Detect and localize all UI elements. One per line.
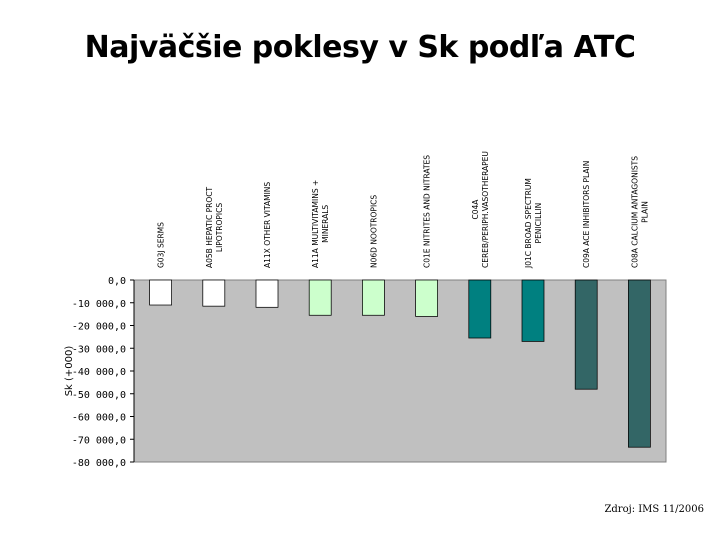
category-label — [205, 187, 224, 268]
category-label-line: G03J SERMS — [156, 222, 166, 268]
bar — [309, 280, 331, 315]
bar — [150, 280, 172, 305]
category-label-line: J01C BROAD SPECTRUM — [524, 178, 533, 268]
slide-title: Najväčšie poklesy v Sk podľa ATC — [84, 30, 636, 65]
bar — [256, 280, 278, 307]
category-label-line: MINERALS — [321, 204, 331, 243]
y-tick-label: -30 000,0 — [71, 344, 126, 356]
bar — [362, 280, 384, 315]
category-label — [369, 195, 378, 268]
source-note: Zdroj: IMS 11/2006 — [604, 504, 704, 515]
bar — [416, 280, 438, 316]
category-label-line: LIPOTROPICS — [214, 202, 224, 253]
category-label — [582, 161, 591, 268]
category-label-line: PLAIN — [640, 201, 650, 223]
category-label-line: C04A — [470, 199, 480, 220]
category-label — [423, 155, 432, 268]
y-tick-label: -50 000,0 — [71, 389, 126, 401]
category-label — [630, 156, 649, 268]
bar — [203, 280, 225, 306]
category-label-line: A11A MULTIVITAMINS + — [311, 179, 321, 268]
category-label-line: CEREB/PERIPH.VASOTHERAPEU — [480, 151, 490, 268]
y-tick-label: -80 000,0 — [71, 458, 126, 469]
y-tick-label: -20 000,0 — [71, 321, 126, 333]
category-label — [311, 180, 330, 268]
category-label-line: C09A ACE INHIBITORS PLAIN — [582, 160, 592, 268]
category-label-line: PENICILLIN — [534, 202, 543, 244]
category-label — [157, 222, 166, 268]
y-tick-label: -60 000,0 — [71, 412, 126, 424]
category-label-line: A05B HEPATIC PROCT — [204, 186, 214, 268]
y-tick-label: -10 000,0 — [71, 298, 126, 310]
bar — [575, 280, 597, 389]
bar — [469, 280, 491, 338]
category-label — [471, 151, 490, 268]
y-axis-label: Sk (+000) — [64, 345, 75, 397]
y-tick-label: -70 000,0 — [71, 435, 126, 447]
bar — [628, 280, 650, 447]
category-label-line: A11X OTHER VITAMINS — [263, 181, 272, 268]
category-label-line: C08A CALCIUM ANTAGONISTS — [630, 155, 640, 268]
category-label-line: N06D NOOTROPICS — [369, 194, 379, 268]
y-tick-label: -40 000,0 — [71, 367, 126, 378]
category-label — [263, 182, 272, 268]
bar — [522, 280, 544, 341]
category-label-line: C01E NITRITES AND NITRATES — [422, 154, 432, 268]
category-label — [524, 178, 543, 269]
y-tick-label: 0,0 — [107, 276, 126, 287]
